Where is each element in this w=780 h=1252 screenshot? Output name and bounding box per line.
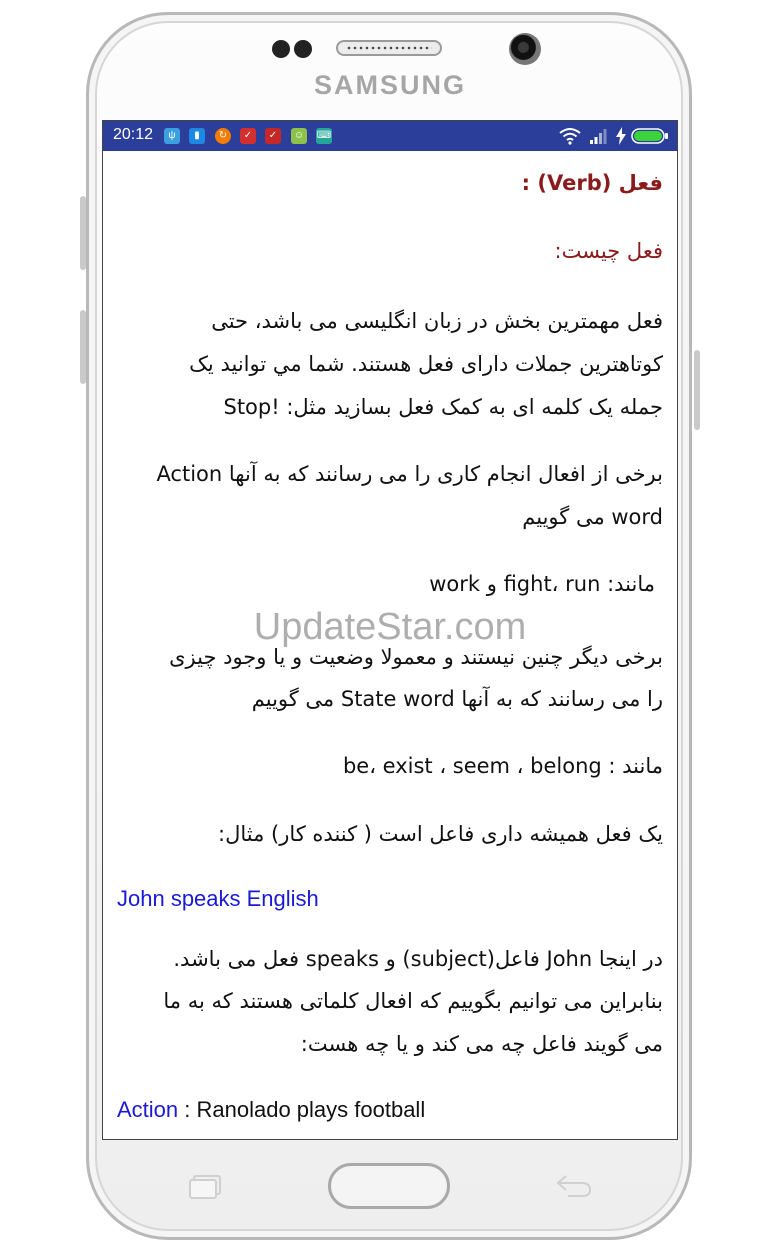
- signal-icon: [589, 127, 607, 145]
- wifi-icon: [559, 127, 581, 145]
- earpiece-speaker: [336, 40, 442, 56]
- paragraph-line: می گویند فاعل چه می کند و یا چه هست:: [300, 1032, 663, 1056]
- battery-icon: [631, 128, 669, 144]
- status-time: 20:12: [113, 126, 154, 143]
- action-label: Action: [117, 1097, 179, 1122]
- paragraph-line: در اینجا John فاعل(subject) و speaks فعل می باشد.: [173, 947, 663, 971]
- paragraph-line: جمله یک کلمه ای به کمک فعل بسازید مثل: !Stop: [223, 395, 663, 419]
- paragraph-line: یک فعل همیشه داری فاعل است ( کننده کار) مثال:: [218, 822, 663, 846]
- brand-logo: SAMSUNG: [313, 70, 466, 100]
- charging-icon: [615, 127, 627, 145]
- status-bar: [103, 121, 677, 151]
- bixby-button: [80, 310, 86, 384]
- recent-apps-icon[interactable]: [186, 1172, 226, 1200]
- paragraph-line: word می گوییم: [522, 505, 663, 529]
- paragraph-line: برخی دیگر چنین نیستند و معمولا وضعیت و یا وجود چیزی: [169, 645, 663, 669]
- file-manager-icon: ▮: [189, 128, 205, 144]
- power-button: [694, 350, 700, 430]
- paragraph-line: فعل مهمترین بخش در زبان انگلیسی می باشد، حتی: [211, 309, 663, 333]
- back-icon[interactable]: [554, 1172, 594, 1200]
- english-example: John speaks English: [117, 886, 319, 911]
- app-icon-2: ✓: [240, 128, 256, 144]
- action-example: [117, 1097, 425, 1123]
- light-sensor: [294, 40, 312, 58]
- volume-button: [80, 196, 86, 270]
- article-subtitle: فعل چیست:: [554, 239, 663, 263]
- usb-icon: ψ: [164, 128, 180, 144]
- front-camera: [509, 33, 541, 65]
- paragraph-line: بنابراین می توانیم بگوییم که افعال کلماتی هستند که به ما: [163, 989, 663, 1013]
- action-text: : Ranolado plays football: [178, 1097, 426, 1122]
- example-line: مانند : be، exist ، seem ، belong: [342, 754, 663, 778]
- keyboard-icon: ⌨: [316, 128, 332, 144]
- example-line: مانند: fight، run و work: [429, 572, 655, 596]
- paragraph-line: برخی از افعال انجام کاری را می رسانند که به آنها Action: [156, 462, 663, 486]
- paragraph-line: کوتاهترین جملات دارای فعل هستند. شما مي توانید یک: [189, 352, 663, 376]
- paragraph-line: را می رسانند که به آنها State word می گوییم: [251, 687, 663, 711]
- app-icon-3: ✓: [265, 128, 281, 144]
- home-button[interactable]: [328, 1163, 450, 1209]
- android-icon: ☺: [291, 128, 307, 144]
- watermark: UpdateStar.com: [253, 606, 527, 648]
- proximity-sensor: [272, 40, 290, 58]
- app-icon: ↻: [215, 128, 231, 144]
- article-title: فعل (Verb) :: [521, 171, 663, 195]
